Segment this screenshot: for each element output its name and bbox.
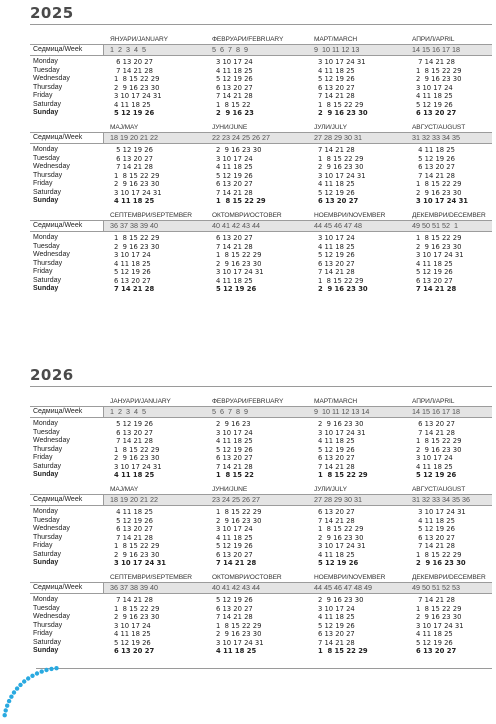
- week-numbers: 40 41 42 43 44: [212, 221, 260, 230]
- day-numbers-row: 2 9 16 23 30: [114, 454, 160, 462]
- day-numbers-row: 3 10 17 24 31: [216, 268, 264, 276]
- month-name: ЯНУАРИ/JANUARY: [110, 36, 168, 43]
- day-numbers-row: 1 8 15 22 29: [114, 171, 160, 180]
- day-numbers-row: 2 9 16 23 30: [114, 180, 160, 188]
- day-numbers-row: 4 11 18 25: [318, 66, 355, 75]
- day-numbers-row: 4 11 18 25: [114, 259, 151, 268]
- week-numbers: 23 24 25 26 27: [212, 495, 260, 504]
- week-numbers: 14 15 16 17 18: [412, 407, 460, 416]
- day-name: Monday: [33, 596, 58, 603]
- week-numbers: 9 10 11 12 13 14: [314, 407, 370, 416]
- day-numbers-row: 7 14 21 28: [114, 596, 153, 604]
- arc-dot: [35, 671, 39, 675]
- day-numbers-row: 7 14 21 28: [416, 285, 457, 293]
- month-name: МАЈ/MAY: [110, 486, 139, 493]
- day-numbers-row: 7 14 21 28: [416, 428, 455, 437]
- day-numbers-row: 3 10 17 24: [216, 154, 253, 163]
- day-numbers-row: 1 8 15 22 29: [416, 66, 462, 75]
- week-label: Седмица/Week: [30, 45, 104, 55]
- day-numbers-row: 4 11 18 25: [114, 630, 151, 638]
- year-title: 2026: [30, 366, 74, 384]
- month-block: [30, 34, 492, 120]
- day-numbers-row: 7 14 21 28: [318, 92, 355, 100]
- month-name: СЕПТЕМВРИ/SEPTEMBER: [110, 574, 192, 581]
- day-numbers-row: 7 14 21 28: [416, 542, 455, 550]
- week-numbers: 18 19 20 21 22: [110, 495, 158, 504]
- day-name: Saturday: [33, 276, 62, 284]
- day-numbers-row: 4 11 18 25: [416, 462, 453, 471]
- day-numbers-row: 3 10 17 24 31: [114, 188, 162, 197]
- arc-dot: [12, 690, 16, 694]
- day-numbers-row: 6 13 20 27: [318, 508, 355, 516]
- day-numbers-row: 3 10 17 24: [216, 428, 253, 437]
- day-name: Friday: [33, 92, 53, 99]
- day-numbers-row: 5 12 19 26: [318, 559, 359, 567]
- day-numbers-row: 2 9 16 23 30: [416, 242, 462, 251]
- day-numbers-row: 4 11 18 25: [114, 471, 155, 479]
- month-name: ДЕКЕМВРИ/DECEMBER: [412, 574, 486, 581]
- day-numbers-row: 3 10 17 24: [318, 234, 355, 242]
- month-block: [30, 396, 492, 482]
- month-name: ЈАНУАРИ/JANUARY: [110, 398, 171, 405]
- day-name: Wednesday: [33, 525, 70, 532]
- day-numbers-row: 1 8 15 22 29: [318, 647, 368, 655]
- week-numbers: 49 50 51 52 53: [412, 583, 460, 592]
- day-name: Wednesday: [33, 75, 70, 82]
- day-numbers-row: 2 9 16 23 30: [416, 445, 462, 454]
- week-label: Седмица/Week: [30, 495, 104, 505]
- day-numbers-row: 2 9 16 23: [216, 420, 251, 428]
- day-numbers-row: 5 12 19 26: [114, 146, 153, 154]
- day-name: Thursday: [33, 533, 63, 541]
- day-numbers-row: 6 13 20 27: [318, 83, 355, 92]
- month-name: АВГУСТ/AUGUST: [412, 124, 466, 131]
- day-name: Monday: [33, 420, 58, 427]
- week-numbers: 27 28 29 30 31: [314, 495, 362, 504]
- day-numbers-row: 7 14 21 28: [318, 462, 355, 471]
- day-numbers-row: 4 11 18 25: [416, 516, 455, 525]
- day-numbers-row: 1 8 15 22 29: [216, 251, 262, 259]
- day-name: Tuesday: [33, 66, 60, 74]
- day-numbers-row: 4 11 18 25: [416, 630, 453, 638]
- day-numbers-row: 7 14 21 28: [216, 462, 253, 471]
- arc-dot: [15, 686, 19, 690]
- day-numbers-row: 2 9 16 23 30: [216, 516, 262, 525]
- day-numbers-row: 2 9 16 23 30: [318, 163, 364, 171]
- day-numbers-row: 5 12 19 26: [216, 445, 253, 454]
- arc-dot: [44, 668, 48, 672]
- day-numbers-row: 5 12 19 26: [216, 596, 253, 604]
- day-name: Friday: [33, 542, 53, 549]
- day-numbers-row: 2 9 16 23 30: [114, 83, 160, 92]
- day-name: Tuesday: [33, 242, 60, 250]
- day-name: Thursday: [33, 445, 63, 453]
- day-numbers-row: 7 14 21 28: [216, 92, 253, 100]
- day-numbers-row: 6 13 20 27: [416, 276, 453, 285]
- day-numbers-row: 3 10 17 24 31: [114, 462, 162, 471]
- day-name: Saturday: [33, 100, 62, 108]
- month-name: СЕПТЕМВРИ/SEPTEMBER: [110, 212, 192, 219]
- day-name: Sunday: [33, 197, 59, 204]
- day-numbers-row: 6 13 20 27: [416, 109, 457, 117]
- day-numbers-row: 6 13 20 27: [216, 83, 253, 92]
- month-name: МАЈ/MAY: [110, 124, 139, 131]
- day-numbers-row: 2 9 16 23 30: [318, 420, 364, 428]
- day-numbers-row: 1 8 15 22 29: [318, 276, 364, 285]
- day-numbers-row: 4 11 18 25: [318, 180, 355, 188]
- week-numbers: 1 2 3 4 5: [110, 407, 146, 416]
- day-numbers-row: 4 11 18 25: [416, 259, 453, 268]
- day-numbers-row: 1 8 15 22 29: [318, 154, 364, 163]
- day-numbers-row: 1 8 15 22 29: [318, 471, 368, 479]
- day-numbers-row: 3 10 17 24 31: [318, 428, 366, 437]
- month-block: [30, 484, 492, 570]
- day-numbers-row: 6 13 20 27: [416, 420, 455, 428]
- day-numbers-row: 3 10 17 24 31: [416, 197, 469, 205]
- day-numbers-row: 2 9 16 23 30: [416, 559, 466, 567]
- arc-dot: [30, 674, 34, 678]
- day-name: Thursday: [33, 83, 63, 91]
- day-numbers-row: 1 8 15 22 29: [318, 525, 364, 533]
- day-numbers-row: 2 9 16 23 30: [216, 259, 262, 268]
- day-numbers-row: 6 13 20 27: [216, 550, 253, 559]
- day-numbers-row: 2 9 16 23 30: [318, 596, 364, 604]
- arc-dot: [3, 708, 7, 712]
- year-rule: [30, 386, 492, 387]
- day-numbers-row: 3 10 17 24 31: [416, 251, 464, 259]
- day-numbers-row: 5 12 19 26: [416, 471, 457, 479]
- day-name: Wednesday: [33, 437, 70, 444]
- day-numbers-row: 5 12 19 26: [114, 638, 151, 647]
- day-numbers-row: 5 12 19 26: [114, 109, 155, 117]
- day-numbers-row: 6 13 20 27: [416, 533, 455, 542]
- week-numbers: 31 32 33 34 35: [412, 133, 460, 142]
- day-name: Sunday: [33, 559, 59, 566]
- day-numbers-row: 4 11 18 25: [216, 533, 253, 542]
- day-name: Sunday: [33, 471, 59, 478]
- day-numbers-row: 4 11 18 25: [216, 437, 253, 445]
- day-numbers-row: 2 9 16 23: [216, 109, 254, 117]
- day-numbers-row: 1 8 15 22 29: [416, 604, 462, 613]
- day-numbers-row: 6 13 20 27: [114, 276, 151, 285]
- day-numbers-row: 3 10 17 24: [114, 251, 151, 259]
- week-numbers: 49 50 51 52 1: [412, 221, 458, 230]
- day-numbers-row: 2 9 16 23 30: [114, 613, 160, 621]
- day-numbers-row: 3 10 17 24 31: [114, 559, 167, 567]
- month-name: ЈУЛИ/JULY: [314, 486, 347, 493]
- day-numbers-row: 2 9 16 23 30: [114, 242, 160, 251]
- day-numbers-row: 1 8 15 22 29: [114, 604, 160, 613]
- day-numbers-row: 4 11 18 25: [114, 197, 155, 205]
- week-numbers: 22 23 24 25 26 27: [212, 133, 270, 142]
- arc-dot: [2, 713, 6, 717]
- day-numbers-row: 6 13 20 27: [416, 647, 457, 655]
- day-numbers-row: 6 13 20 27: [416, 163, 455, 171]
- month-name: НОЕМВРИ/NOVEMBER: [314, 212, 386, 219]
- month-name: АПРИЛ/APRIL: [412, 36, 455, 43]
- week-numbers: 14 15 16 17 18: [412, 45, 460, 54]
- day-numbers-row: 6 13 20 27: [216, 604, 253, 613]
- arc-dot: [54, 666, 58, 670]
- month-name: ЈУНИ/JUNE: [212, 124, 248, 131]
- day-name: Tuesday: [33, 604, 60, 612]
- day-numbers-row: 3 10 17 24 31: [318, 58, 366, 66]
- day-numbers-row: 4 11 18 25: [216, 66, 253, 75]
- day-numbers-row: 6 13 20 27: [216, 454, 253, 462]
- day-numbers-row: 6 13 20 27: [114, 58, 153, 66]
- day-numbers-row: 2 9 16 23 30: [216, 146, 262, 154]
- day-numbers-row: 7 14 21 28: [318, 146, 355, 154]
- day-numbers-row: 6 13 20 27: [114, 428, 153, 437]
- day-numbers-row: 4 11 18 25: [216, 276, 253, 285]
- day-numbers-row: 7 14 21 28: [216, 559, 257, 567]
- day-numbers-row: 4 11 18 25: [114, 100, 151, 109]
- day-numbers-row: 2 9 16 23 30: [318, 109, 368, 117]
- day-numbers-row: 6 13 20 27: [114, 647, 155, 655]
- day-numbers-row: 2 9 16 23 30: [216, 630, 262, 638]
- day-numbers-row: 4 11 18 25: [318, 613, 355, 621]
- day-numbers-row: 6 13 20 27: [318, 454, 355, 462]
- day-numbers-row: 5 12 19 26: [416, 154, 455, 163]
- day-numbers-row: 3 10 17 24 31: [416, 621, 464, 630]
- year-rule: [30, 24, 492, 25]
- day-numbers-row: 1 8 15 22 29: [114, 75, 160, 83]
- day-numbers-row: 5 12 19 26: [114, 420, 153, 428]
- day-name: Saturday: [33, 638, 62, 646]
- day-name: Sunday: [33, 109, 59, 116]
- day-numbers-row: 7 14 21 28: [114, 66, 153, 75]
- month-name: АВГУСТ/AUGUST: [412, 486, 466, 493]
- day-numbers-row: 3 10 17 24: [114, 621, 151, 630]
- day-numbers-row: 5 12 19 26: [216, 542, 253, 550]
- day-name: Tuesday: [33, 428, 60, 436]
- day-numbers-row: 7 14 21 28: [318, 638, 355, 647]
- day-numbers-row: 2 9 16 23 30: [416, 75, 462, 83]
- day-numbers-row: 2 9 16 23 30: [416, 613, 462, 621]
- week-numbers: 5 6 7 8 9: [212, 407, 248, 416]
- month-name: ОКТОМВРИ/OCTOBER: [212, 574, 282, 581]
- day-numbers-row: 2 9 16 23 30: [416, 188, 462, 197]
- month-name: ЈУЛИ/JULY: [314, 124, 347, 131]
- day-name: Wednesday: [33, 251, 70, 258]
- day-name: Wednesday: [33, 163, 70, 170]
- month-name: ФЕВРУАРИ/FEBRUARY: [212, 36, 284, 43]
- day-numbers-row: 4 11 18 25: [318, 550, 355, 559]
- day-numbers-row: 1 8 15 22 29: [416, 180, 462, 188]
- week-numbers: 27 28 29 30 31: [314, 133, 362, 142]
- day-numbers-row: 7 14 21 28: [216, 613, 253, 621]
- day-numbers-row: 4 11 18 25: [114, 508, 153, 516]
- day-numbers-row: 4 11 18 25: [216, 163, 253, 171]
- day-numbers-row: 7 14 21 28: [416, 596, 455, 604]
- month-name: АПРИЛ/APRIL: [412, 398, 455, 405]
- month-name: НОЕМВРИ/NOVEMBER: [314, 574, 386, 581]
- day-numbers-row: 7 14 21 28: [114, 533, 153, 542]
- day-numbers-row: 3 10 17 24 31: [114, 92, 162, 100]
- day-numbers-row: 3 10 17 24 31: [318, 171, 366, 180]
- day-numbers-row: 7 14 21 28: [216, 188, 253, 197]
- arc-dot: [7, 699, 11, 703]
- day-numbers-row: 1 8 15 22 29: [216, 197, 266, 205]
- week-label: Седмица/Week: [30, 221, 104, 231]
- week-numbers: 18 19 20 21 22: [110, 133, 158, 142]
- day-numbers-row: 4 11 18 25: [416, 92, 453, 100]
- day-name: Wednesday: [33, 613, 70, 620]
- day-name: Friday: [33, 180, 53, 187]
- day-name: Sunday: [33, 285, 59, 292]
- day-numbers-row: 5 12 19 26: [416, 638, 453, 647]
- arc-dot: [40, 669, 44, 673]
- day-numbers-row: 3 10 17 24: [416, 83, 453, 92]
- day-numbers-row: 3 10 17 24 31: [416, 508, 466, 516]
- day-numbers-row: 3 10 17 24 31: [216, 638, 264, 647]
- day-name: Thursday: [33, 171, 63, 179]
- day-numbers-row: 3 10 17 24: [216, 525, 253, 533]
- day-name: Friday: [33, 268, 53, 275]
- month-name: МАРТ/MARCH: [314, 36, 358, 43]
- day-numbers-row: 1 8 15 22 29: [416, 234, 462, 242]
- day-numbers-row: 7 14 21 28: [114, 437, 153, 445]
- month-name: ОКТОМВРИ/OCTOBER: [212, 212, 282, 219]
- day-numbers-row: 7 14 21 28: [114, 163, 153, 171]
- month-name: ФЕВРУАРИ/FEBRUARY: [212, 398, 284, 405]
- week-numbers: 36 37 38 39 40: [110, 583, 158, 592]
- day-name: Monday: [33, 58, 58, 65]
- day-numbers-row: 1 8 15 22 29: [114, 445, 160, 454]
- day-numbers-row: 5 12 19 26: [416, 268, 453, 276]
- day-numbers-row: 5 12 19 26: [416, 525, 455, 533]
- day-numbers-row: 2 9 16 23 30: [318, 533, 364, 542]
- day-numbers-row: 5 12 19 26: [318, 75, 355, 83]
- arc-dot: [49, 667, 53, 671]
- day-numbers-row: 1 8 15 22: [216, 100, 251, 109]
- day-numbers-row: 5 12 19 26: [216, 285, 257, 293]
- day-name: Friday: [33, 454, 53, 461]
- week-numbers: 44 45 46 47 48 49: [314, 583, 372, 592]
- day-numbers-row: 5 12 19 26: [114, 516, 153, 525]
- day-name: Tuesday: [33, 154, 60, 162]
- day-numbers-row: 4 11 18 25: [318, 437, 355, 445]
- day-numbers-row: 5 12 19 26: [318, 621, 355, 630]
- decorative-dotted-arc: [0, 632, 70, 724]
- week-numbers: 31 32 33 34 35 36: [412, 495, 470, 504]
- day-numbers-row: 4 11 18 25: [416, 146, 455, 154]
- day-numbers-row: 1 8 15 22 29: [416, 437, 462, 445]
- day-numbers-row: 1 8 15 22 29: [216, 508, 262, 516]
- month-name: ДЕКЕМВРИ/DECEMBER: [412, 212, 486, 219]
- day-name: Saturday: [33, 550, 62, 558]
- day-numbers-row: 3 10 17 24 31: [318, 542, 366, 550]
- day-name: Tuesday: [33, 516, 60, 524]
- month-block: [30, 210, 492, 296]
- day-numbers-row: 6 13 20 27: [114, 154, 153, 163]
- month-name: МАРТ/MARCH: [314, 398, 358, 405]
- month-block: [30, 122, 492, 208]
- day-numbers-row: 7 14 21 28: [416, 171, 455, 180]
- arc-dot: [18, 683, 22, 687]
- day-numbers-row: 2 9 16 23 30: [114, 550, 160, 559]
- day-name: Thursday: [33, 621, 63, 629]
- day-numbers-row: 1 8 15 22 29: [416, 550, 462, 559]
- week-label: Седмица/Week: [30, 407, 104, 417]
- arc-dot: [26, 676, 30, 680]
- day-name: Monday: [33, 508, 58, 515]
- day-numbers-row: 6 13 20 27: [318, 630, 355, 638]
- day-numbers-row: 6 13 20 27: [216, 234, 253, 242]
- week-label: Седмица/Week: [30, 133, 104, 143]
- week-numbers: 40 41 42 43 44: [212, 583, 260, 592]
- day-numbers-row: 3 10 17 24: [318, 604, 355, 613]
- day-numbers-row: 6 13 20 27: [318, 259, 355, 268]
- day-numbers-row: 5 12 19 26: [318, 445, 355, 454]
- day-numbers-row: 3 10 17 24: [416, 454, 453, 462]
- day-numbers-row: 7 14 21 28: [416, 58, 455, 66]
- day-numbers-row: 7 14 21 28: [318, 516, 355, 525]
- day-numbers-row: 7 14 21 28: [318, 268, 355, 276]
- day-numbers-row: 5 12 19 26: [318, 251, 355, 259]
- month-name: ЈУНИ/JUNE: [212, 486, 248, 493]
- day-numbers-row: 5 12 19 26: [114, 268, 151, 276]
- day-name: Monday: [33, 234, 58, 241]
- day-numbers-row: 5 12 19 26: [318, 188, 355, 197]
- day-numbers-row: 1 8 15 22 29: [114, 234, 160, 242]
- day-numbers-row: 1 8 15 22 29: [216, 621, 262, 630]
- week-numbers: 44 45 46 47 48: [314, 221, 362, 230]
- day-name: Monday: [33, 146, 58, 153]
- page-bottom-rule: [36, 668, 492, 669]
- day-numbers-row: 3 10 17 24: [216, 58, 253, 66]
- day-numbers-row: 4 11 18 25: [318, 242, 355, 251]
- day-name: Sunday: [33, 647, 59, 654]
- day-numbers-row: 5 12 19 26: [216, 171, 253, 180]
- week-numbers: 36 37 38 39 40: [110, 221, 158, 230]
- day-name: Friday: [33, 630, 53, 637]
- arc-dot: [22, 679, 26, 683]
- week-numbers: 9 10 11 12 13: [314, 45, 360, 54]
- day-numbers-row: 6 13 20 27: [114, 525, 153, 533]
- day-numbers-row: 1 8 15 22: [216, 471, 254, 479]
- day-numbers-row: 5 12 19 26: [216, 75, 253, 83]
- day-numbers-row: 6 13 20 27: [216, 180, 253, 188]
- day-numbers-row: 7 14 21 28: [114, 285, 155, 293]
- day-name: Saturday: [33, 188, 62, 196]
- day-numbers-row: 7 14 21 28: [216, 242, 253, 251]
- day-numbers-row: 2 9 16 23 30: [318, 285, 368, 293]
- week-numbers: 5 6 7 8 9: [212, 45, 248, 54]
- day-numbers-row: 5 12 19 26: [416, 100, 453, 109]
- day-name: Saturday: [33, 462, 62, 470]
- week-label: Седмица/Week: [30, 583, 104, 593]
- arc-dot: [5, 704, 9, 708]
- day-numbers-row: 1 8 15 22 29: [114, 542, 160, 550]
- day-numbers-row: 1 8 15 22 29: [318, 100, 364, 109]
- year-title: 2025: [30, 4, 74, 22]
- day-numbers-row: 4 11 18 25: [216, 647, 257, 655]
- day-name: Thursday: [33, 259, 63, 267]
- arc-dot: [9, 695, 13, 699]
- month-block: [30, 572, 492, 658]
- day-numbers-row: 6 13 20 27: [318, 197, 359, 205]
- week-numbers: 1 2 3 4 5: [110, 45, 146, 54]
